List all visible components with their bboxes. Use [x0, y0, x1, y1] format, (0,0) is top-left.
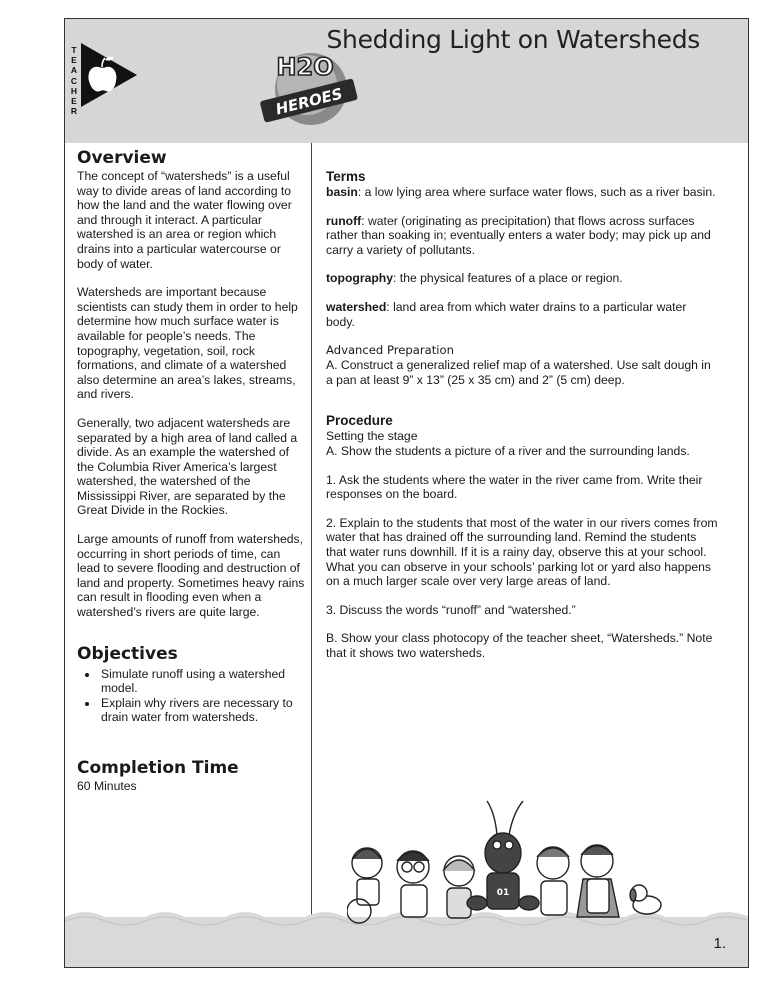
teacher-letter: R: [70, 106, 78, 117]
term-runoff: [326, 214, 718, 258]
term-topography: [326, 271, 718, 286]
column-divider: [311, 143, 312, 920]
teacher-letter: H: [70, 85, 78, 96]
overview-heading: Overview: [77, 148, 167, 168]
jersey-number: 01: [496, 888, 510, 898]
procedure-step: B. Show your class photocopy of the teacher sheet, “Watersheds.” Note that it shows two watersheds.: [326, 631, 713, 660]
term-definition: : a low lying area where surface water flows, such as a river basin.: [357, 185, 716, 199]
procedure-heading: Procedure: [326, 413, 393, 429]
term-word: basin: [326, 185, 358, 199]
logo-heroes-text: HEROES: [273, 84, 345, 119]
teacher-vertical-label: [69, 45, 79, 116]
logo-h2o-text: H2O: [276, 53, 334, 81]
teacher-letter: T: [71, 45, 77, 55]
advanced-preparation-heading: Advanced Preparation: [326, 343, 454, 358]
advanced-preparation-text: A. Construct a generalized relief map of a watershed. Use salt dough in a pan at least 9” x 13” (25 x 35 cm) and 2” (5 cm) deep.: [326, 358, 711, 387]
page-title: Shedding Light on Watersheds: [326, 25, 700, 54]
overview-paragraph: Generally, two adjacent watersheds are separated by a high area of land called a divide. As an example the watershed of the Columbia River America’s largest watershed, the watershed of the Mississippi River, are separated by the Great Divide in the Rockies.: [77, 415, 298, 518]
procedure-step: 3. Discuss the words “runoff” and “watershed.”: [326, 602, 576, 617]
objectives-heading: Objectives: [77, 643, 178, 664]
term-definition: : water (originating as precipitation) that flows across surfaces rather than soaking in; eventually enters a water body; may pick up and carry a variety of pollutants.: [326, 213, 711, 257]
teacher-letter: E: [71, 55, 77, 66]
teacher-letter: A: [70, 65, 78, 76]
term-basin: [326, 185, 718, 200]
procedure-subheading: Setting the stage: [326, 429, 418, 444]
procedure-step: 2. Explain to the students that most of the water in our rivers comes from water that has drained off the surrounding land. Remind the students that water runs downhill. If it is a rainy day, observe this at your school. What you can observe in your schools’ parking lot or yard also happens on a much larger scale over very large areas of land.: [326, 515, 718, 589]
term-watershed: [326, 300, 718, 329]
left-column: [77, 147, 305, 794]
term-word: watershed: [326, 299, 387, 314]
overview-paragraph: Large amounts of runoff from watersheds, occurring in short periods of time, can lead to severe flooding and destruction of land and property. Sometimes heavy rains can result in flooding even when a watershed’s rivers are quite large.: [77, 532, 305, 620]
worksheet-page: [64, 18, 749, 968]
teacher-letter: E: [71, 96, 77, 107]
completion-time-value: 60 Minutes: [77, 779, 137, 793]
objectives-list: [77, 667, 305, 725]
term-word: runoff: [326, 213, 362, 228]
overview-paragraph: The concept of “watersheds” is a useful way to divide areas of land according to how the land and the water flowing over and through it interact. A particular watershed is an area or region which drains into a particular watercourse or body of water.: [77, 169, 292, 271]
terms-heading: Terms: [326, 169, 366, 184]
term-definition: : the physical features of a place or region.: [393, 271, 623, 286]
page-number: 1.: [713, 935, 726, 952]
completion-time-heading: Completion Time: [77, 758, 239, 778]
procedure-intro: A. Show the students a picture of a river and the surrounding lands.: [326, 443, 690, 458]
term-word: topography: [326, 271, 394, 286]
objective-item: • Simulate runoff using a watershed model.: [99, 667, 305, 696]
header-band: [65, 19, 748, 143]
right-column: [326, 169, 718, 660]
objective-item: • Explain why rivers are necessary to drain water from watersheds.: [99, 696, 305, 725]
h2o-heroes-logo: [255, 41, 359, 131]
teacher-letter: C: [70, 75, 78, 86]
apple-icon: [81, 43, 137, 107]
procedure-step: 1. Ask the students where the water in the river came from. Write their responses on the board.: [326, 472, 703, 502]
term-definition: : land area from which water drains to a particular water body.: [326, 299, 687, 329]
h2o-heroes-characters-illustration: [347, 799, 667, 929]
overview-paragraph: Watersheds are important because scientists can study them in order to help determine how much surface water is available for people’s needs. The topography, vegetation, soil, rock formations, and climate of a watershed also determine an area’s lakes, streams, and rivers.: [77, 285, 298, 402]
